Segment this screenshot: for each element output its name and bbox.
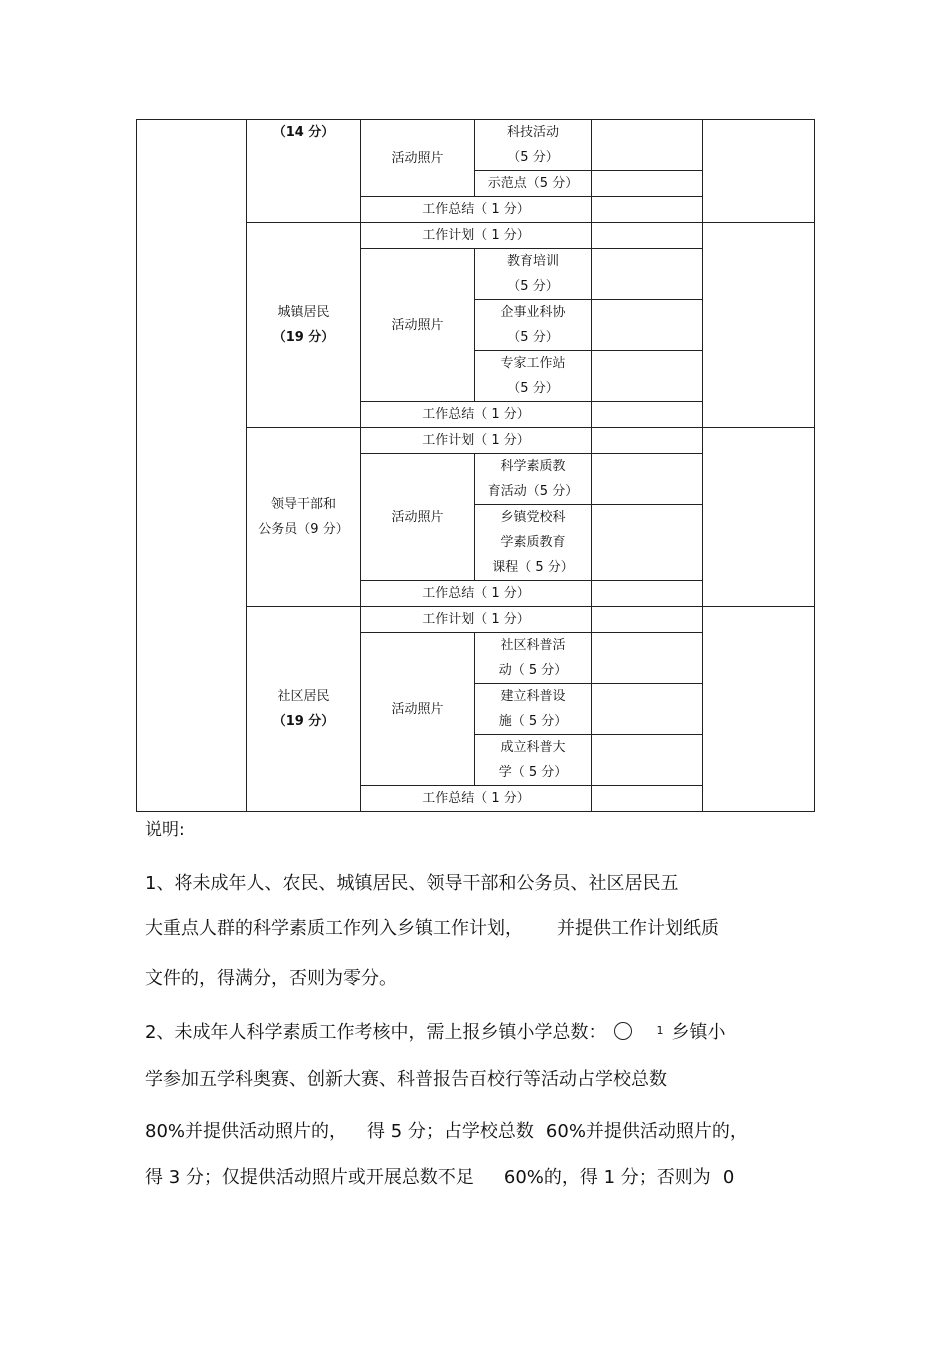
summary-label: 工作总结（ 1 分） [361, 581, 592, 607]
score-cell [592, 249, 703, 300]
note-2-line-1: 2、未成年人科学素质工作考核中，需上报乡镇小学总数： $^1$ 乡镇小 [145, 1022, 726, 1043]
remark-cell [703, 120, 815, 223]
notes-title: 说明: [145, 820, 185, 840]
circle-icon [614, 1022, 632, 1040]
score-cell [592, 223, 703, 249]
remark-cell [703, 223, 815, 428]
note-2-line-4: 得 3 分；仅提供活动照片或开展总数不足 60%的，得 1 分；否则为 0 [145, 1167, 735, 1188]
item-university: 成立科普大 学（ 5 分） [475, 735, 592, 786]
remark-cell [703, 428, 815, 607]
score-cell [592, 300, 703, 351]
plan-label: 工作计划（ 1 分） [361, 428, 592, 454]
score-cell [592, 428, 703, 454]
note-2-line-3: 80%并提供活动照片的， 得 5 分；占学校总数 60%并提供活动照片的， [145, 1121, 748, 1142]
group-cell-cadres: 领导干部和 公务员（9 分） [247, 428, 361, 607]
item-facility: 建立科普设 施（ 5 分） [475, 684, 592, 735]
photos-label: 活动照片 [361, 249, 475, 402]
score-cell [592, 633, 703, 684]
score-table [136, 119, 815, 812]
score-cell [592, 454, 703, 505]
category-cell-empty [137, 120, 247, 812]
photos-label: 活动照片 [361, 454, 475, 581]
score-cell [592, 581, 703, 607]
score-cell [592, 735, 703, 786]
summary-label: 工作总结（ 1 分） [361, 197, 592, 223]
group-cell-urban: 城镇居民 （19 分） [247, 223, 361, 428]
note-1-line-3: 文件的，得满分，否则为零分。 [145, 968, 397, 989]
score-cell [592, 197, 703, 223]
plan-label: 工作计划（ 1 分） [361, 607, 592, 633]
group-cell-community: 社区居民 （19 分） [247, 607, 361, 812]
photos-label: 活动照片 [361, 633, 475, 786]
item-community-activity: 社区科普活 动（ 5 分） [475, 633, 592, 684]
plan-label: 工作计划（ 1 分） [361, 223, 592, 249]
score-cell [592, 505, 703, 581]
photos-label: 活动照片 [361, 120, 475, 197]
note-1-line-1: 1、将未成年人、农民、城镇居民、领导干部和公务员、社区居民五 [145, 873, 679, 894]
item-enterprise: 企事业科协 （5 分） [475, 300, 592, 351]
score-cell [592, 351, 703, 402]
item-expert: 专家工作站 （5 分） [475, 351, 592, 402]
summary-label: 工作总结（ 1 分） [361, 402, 592, 428]
score-cell [592, 684, 703, 735]
score-cell [592, 402, 703, 428]
score-cell [592, 607, 703, 633]
summary-label: 工作总结（ 1 分） [361, 786, 592, 812]
table-row [137, 120, 815, 171]
remark-cell [703, 607, 815, 812]
note-2-line-2: 学参加五学科奥赛、创新大赛、科普报告百校行等活动占学校总数 [145, 1069, 667, 1090]
score-cell [592, 120, 703, 171]
note-1-line-2: 大重点人群的科学素质工作列入乡镇工作计划， 并提供工作计划纸质 [145, 918, 719, 939]
group-cell-minors: （14 分） [247, 120, 361, 223]
item-party-school: 乡镇党校科 学素质教育 课程（ 5 分） [475, 505, 592, 581]
item-demo-point: 示范点（5 分） [475, 171, 592, 197]
item-tech-activity: 科技活动 （5 分） [475, 120, 592, 171]
score-cell [592, 171, 703, 197]
score-cell [592, 786, 703, 812]
item-sci-edu: 科学素质教 育活动（5 分） [475, 454, 592, 505]
item-edu-training: 教育培训 （5 分） [475, 249, 592, 300]
